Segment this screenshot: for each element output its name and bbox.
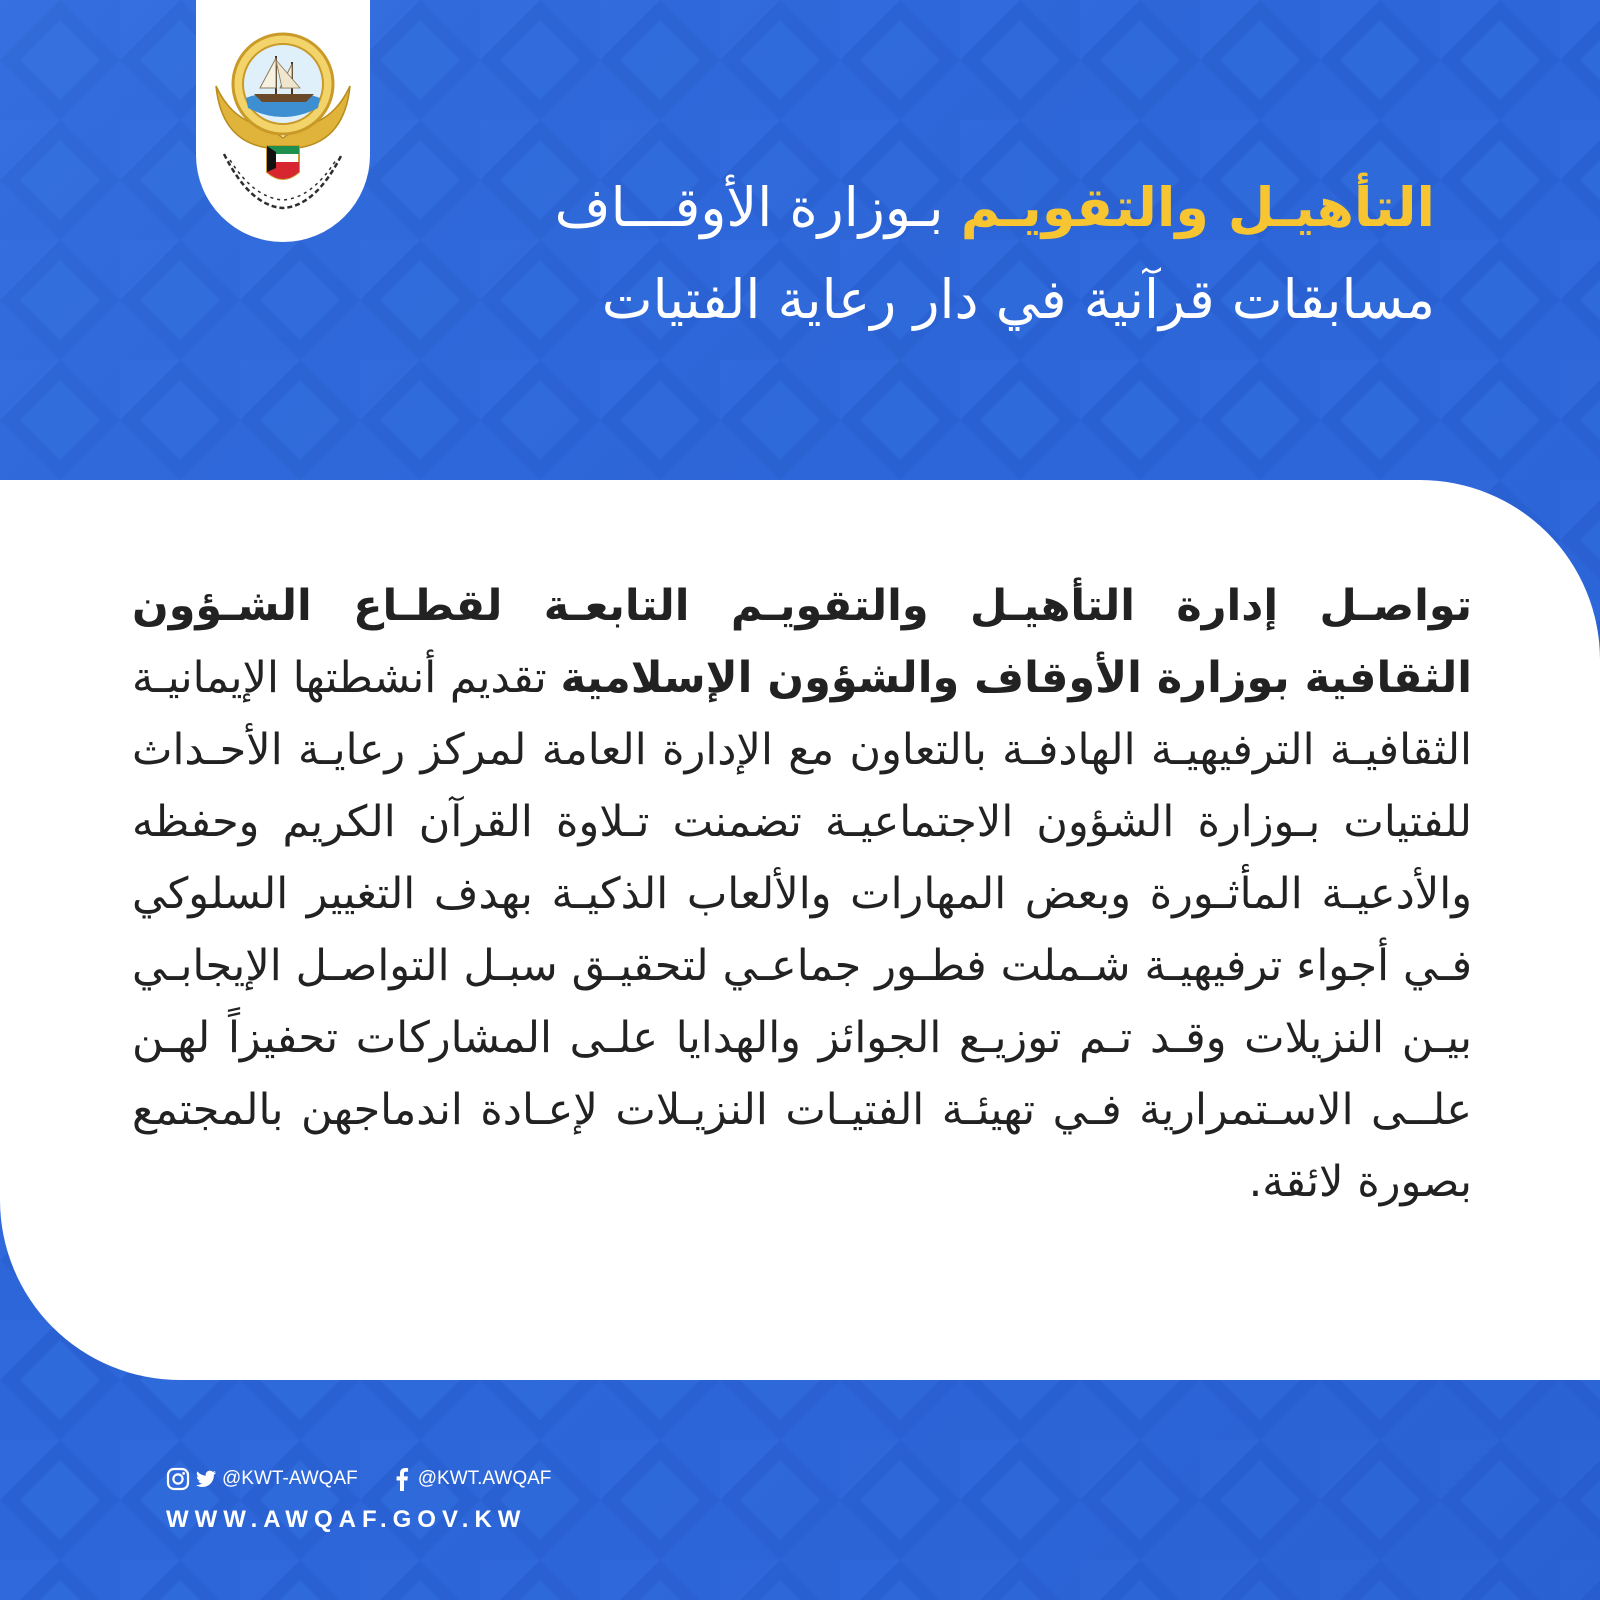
facebook-icon[interactable] bbox=[390, 1467, 414, 1491]
headline bbox=[435, 162, 1435, 346]
headline-line-1-rest: بـوزارة الأوقـــاف bbox=[554, 176, 944, 239]
handle-twitter-instagram[interactable]: @KWT-AWQAF bbox=[222, 1468, 358, 1489]
article-body bbox=[132, 570, 1472, 1218]
headline-line-2: مسابقات قرآنية في دار رعاية الفتيات bbox=[601, 268, 1435, 331]
instagram-icon[interactable] bbox=[166, 1467, 190, 1491]
article-text: تقديم أنشطتها الإيمانيـة الثقافيـة الترفيهيـة الهادفـة بالتعاون مع الإدارة العامة لمركز رعايـة الأحـداث للفتيات بـوزارة الشؤون الاجتماعيـة تضمنت تـلاوة القرآن الكريم وحفظه والأدعيـة المأثـورة وبعض المهارات والألعاب الذكيـة بهدف التغيير السلوكي فـي أجواء ترفيهيـة شـملت فطـور جماعـي لتحقيـق سبـل التواصـل الإيجابـي بيـن النزيلات وقـد تـم توزيـع الجوائز والهدايا علـى المشاركات تحفيزاً لهـن علــى الاسـتمرارية فـي تهيئـة الفتيـات النزيـلات لإعـادة اندماجهن بالمجتمع بصورة لائقة. bbox=[132, 653, 1472, 1207]
website-link[interactable]: WWW.AWQAF.GOV.KW bbox=[166, 1506, 527, 1533]
social-row bbox=[166, 1466, 551, 1492]
headline-line-1 bbox=[435, 162, 1435, 254]
twitter-icon[interactable] bbox=[194, 1467, 218, 1491]
footer bbox=[166, 1466, 551, 1534]
headline-accent: التأهيـل والتقويـم bbox=[960, 176, 1435, 239]
kuwait-awqaf-emblem-icon bbox=[210, 26, 356, 212]
article-bold-lead: تواصـل إدارة التأهيـل والتقويـم التابعـة لقطـاع الشـؤون الثقافية بوزارة الأوقاف والشؤون الإسلامية bbox=[132, 581, 1472, 703]
handle-facebook[interactable]: @KWT.AWQAF bbox=[417, 1468, 552, 1489]
